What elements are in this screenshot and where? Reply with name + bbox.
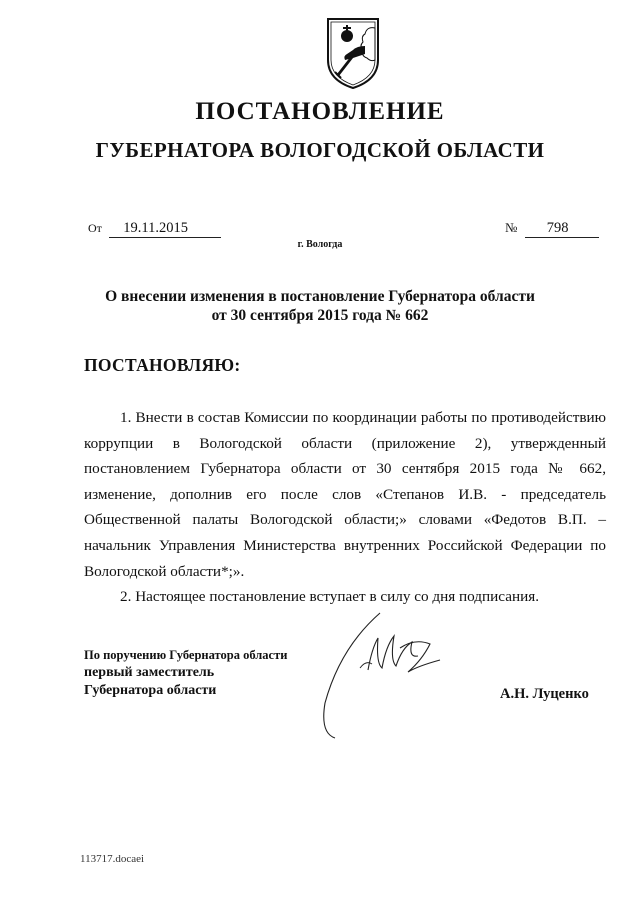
subject-line-2: от 30 сентября 2015 года № 662 (211, 307, 429, 324)
city-label: г. Вологда (297, 239, 343, 250)
document-subject (60, 287, 580, 325)
signatory-name: А.Н. Луценко (500, 686, 589, 702)
document-subtitle: ГУБЕРНАТОРА ВОЛОГОДСКОЙ ОБЛАСТИ (95, 138, 545, 162)
document-number (505, 220, 599, 238)
signatory-line-3: Губернатора области (84, 683, 217, 698)
date-prefix: От (88, 221, 102, 235)
paragraph-1: 1. Внести в состав Комиссии по координации работы по противодействию коррупции в Вологодской области (приложение 2), утвержденный постановлением Губернатора области от 30 сентября 2015 года № 662, изменение, дополнив его после слов «Степанов И.В. - председатель Общественной палаты Вологодской области;» словами «Федотов В.П. – начальник Управления Министерства внутренних Российской Федерации по Вологодской области*;». (84, 409, 606, 580)
handwritten-signature (300, 608, 450, 743)
document-body (84, 405, 606, 610)
subject-line-1: О внесении изменения в постановление Губернатора области (105, 288, 535, 305)
signatory-line-2: первый заместитель (84, 665, 215, 680)
footer-file-name: 113717.docaei (80, 853, 145, 865)
decree-word: ПОСТАНОВЛЯЮ: (84, 355, 241, 375)
number-prefix: № (505, 220, 518, 235)
date-value: 19.11.2015 (109, 220, 221, 238)
signatory-position (84, 646, 287, 700)
number-value: 798 (525, 220, 599, 238)
paragraph-2: 2. Настоящее постановление вступает в силу со дня подписания. (120, 588, 539, 606)
coat-of-arms-emblem (325, 16, 381, 90)
document-title: ПОСТАНОВЛЕНИЕ (195, 98, 445, 125)
signatory-line-1: По поручению Губернатора области (84, 648, 288, 662)
document-date (88, 220, 221, 238)
